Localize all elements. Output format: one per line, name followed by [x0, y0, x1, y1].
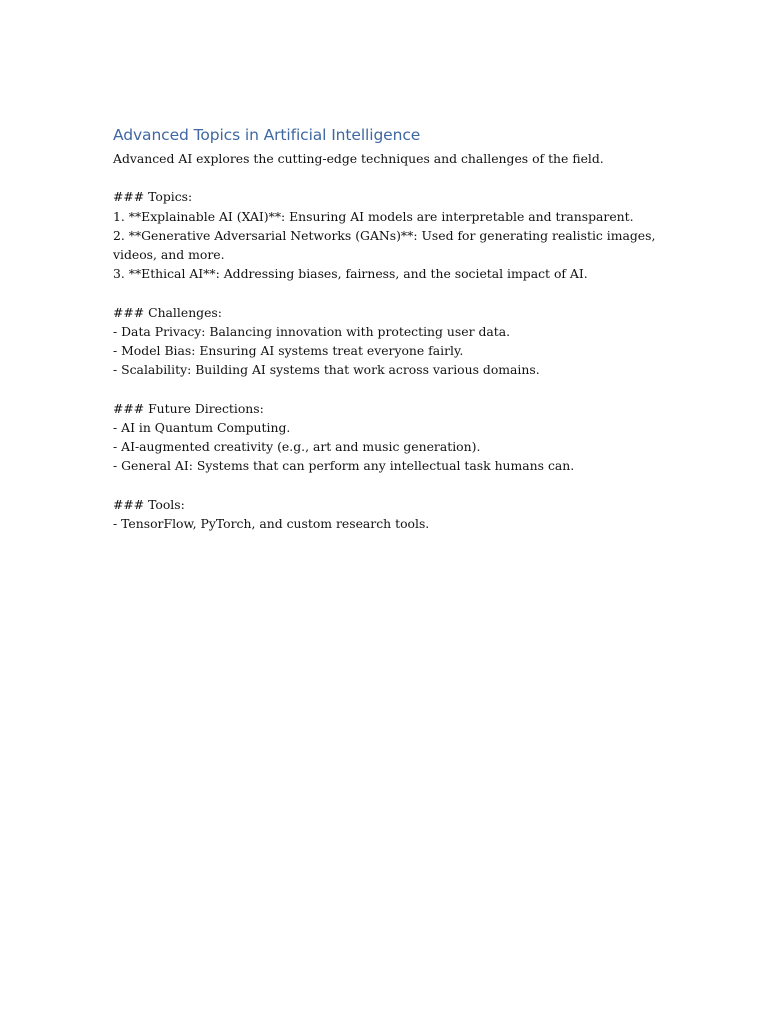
- challenges-item: - Model Bias: Ensuring AI systems treat everyone fairly.: [113, 343, 464, 358]
- future-directions-item: - AI in Quantum Computing.: [113, 419, 291, 435]
- document-title: Advanced Topics in Artificial Intelligence: [113, 126, 421, 144]
- paragraph-spacer: [113, 379, 673, 398]
- challenges-section: [113, 303, 673, 380]
- intro-paragraph: Advanced AI explores the cutting-edge techniques and challenges of the field.: [113, 151, 604, 166]
- future-directions-item: - AI-augmented creativity (e.g., art and music generation).: [113, 439, 481, 454]
- topics-item: 1. **Explainable AI (XAI)**: Ensuring AI models are interpretable and transparent.: [113, 208, 634, 224]
- topics-item: 3. **Ethical AI**: Addressing biases, fairness, and the societal impact of AI.: [113, 266, 588, 282]
- future-directions-section: [113, 399, 673, 476]
- future-directions-heading: ### Future Directions:: [113, 400, 264, 416]
- topics-item: 2. **Generative Adversarial Networks (GANs)**: Used for generating realistic images, videos, and more.: [113, 227, 660, 262]
- paragraph-spacer: [113, 475, 673, 494]
- paragraph-spacer: [113, 168, 673, 187]
- challenges-item: - Scalability: Building AI systems that work across various domains.: [113, 362, 540, 378]
- tools-section: [113, 495, 673, 533]
- document-body: [113, 124, 673, 533]
- topics-section: [113, 187, 673, 283]
- tools-heading: ### Tools:: [113, 496, 185, 512]
- future-directions-item: - General AI: Systems that can perform any intellectual task humans can.: [113, 458, 575, 474]
- tools-item: - TensorFlow, PyTorch, and custom research tools.: [113, 515, 430, 531]
- topics-heading: ### Topics:: [113, 189, 193, 205]
- paragraph-spacer: [113, 283, 673, 302]
- challenges-heading: ### Challenges:: [113, 304, 222, 320]
- challenges-item: - Data Privacy: Balancing innovation with protecting user data.: [113, 323, 511, 339]
